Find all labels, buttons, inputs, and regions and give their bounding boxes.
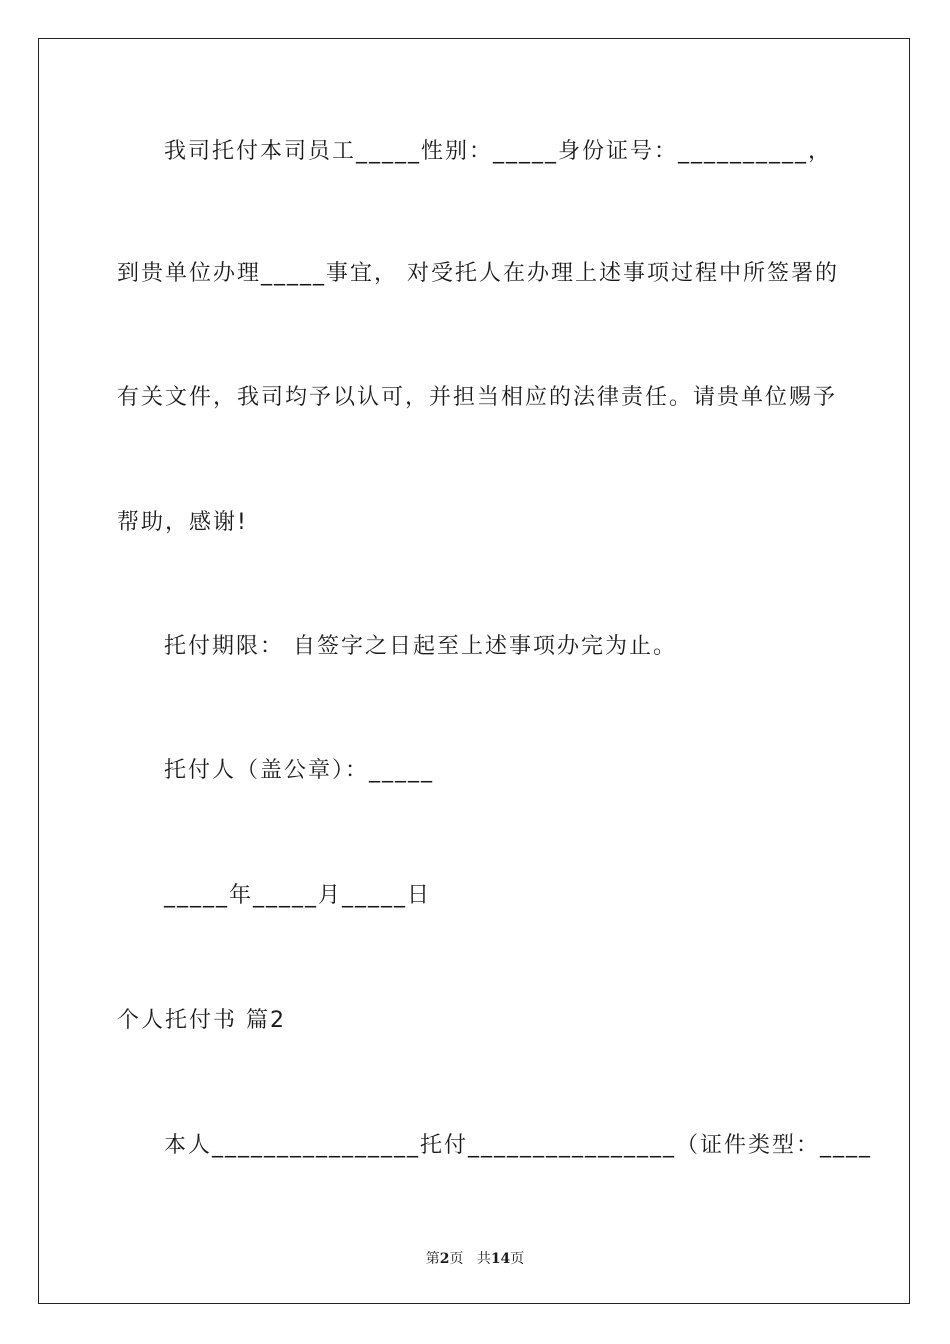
footer-total-pages: 14	[490, 1251, 511, 1267]
section-title: 个人托付书 篇2	[117, 1008, 286, 1033]
footer-page-suffix: 页	[449, 1251, 464, 1267]
paragraph-principal: 托付人（盖公章）：_____	[164, 758, 435, 783]
paragraph-line-2: 到贵单位办理_____事宜， 对受托人在办理上述事项过程中所签署的	[117, 261, 839, 286]
paragraph-personal: 本人________________托付________________（证件类型：____	[164, 1133, 873, 1158]
paragraph-line-1: 我司托付本司员工_____性别：_____身份证号：__________，	[164, 139, 833, 164]
footer-page-number: 2	[439, 1251, 450, 1267]
page-border	[38, 38, 910, 1304]
footer-total-prefix: 共	[476, 1251, 491, 1267]
paragraph-line-3: 有关文件，我司均予以认可，并担当相应的法律责任。请贵单位赐予	[117, 385, 838, 410]
footer-page-prefix: 第	[425, 1251, 440, 1267]
paragraph-line-4: 帮助，感谢!	[117, 510, 248, 535]
paragraph-term: 托付期限： 自签字之日起至上述事项办完为止。	[164, 634, 677, 659]
page-footer	[0, 1248, 950, 1268]
footer-total-suffix: 页	[510, 1251, 525, 1267]
paragraph-date: _____年_____月_____日	[164, 883, 432, 908]
